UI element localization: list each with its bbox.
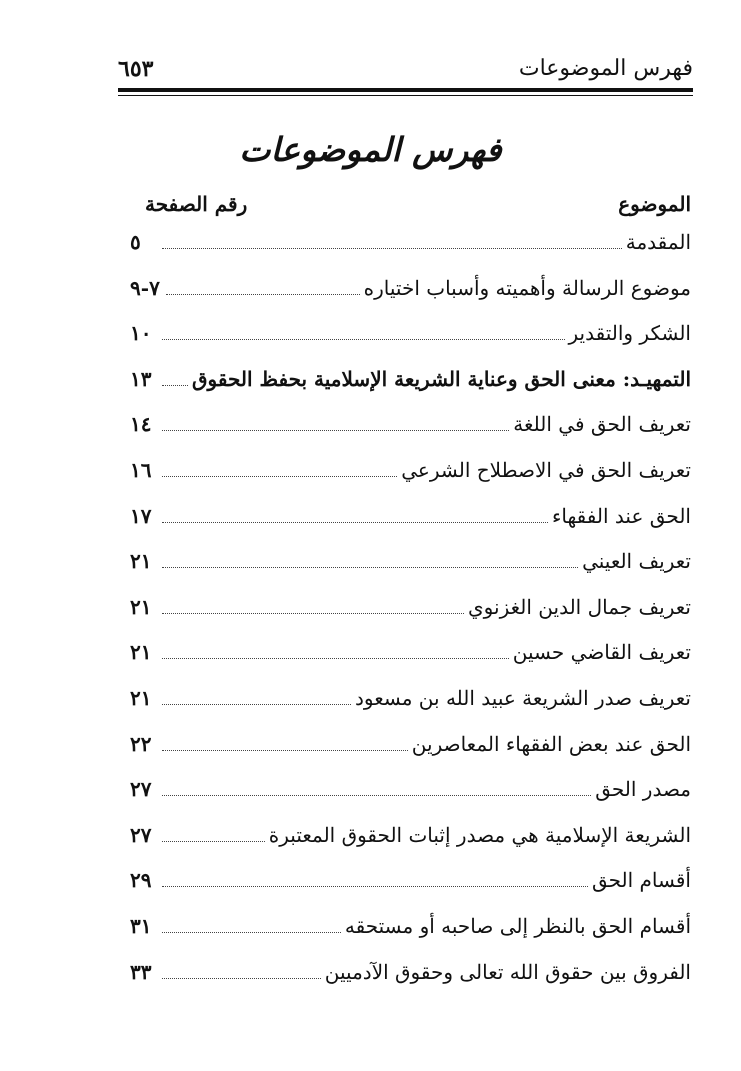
toc-entry-page: ٢١ [130, 594, 152, 619]
toc-entry-page: ٣١ [130, 913, 152, 938]
dot-leader [162, 522, 548, 523]
page-number: ٦٥٣ [118, 56, 154, 82]
subject-column-heading: الموضوع [618, 192, 691, 216]
toc-entry-title: المقدمة [625, 230, 691, 254]
toc-entry [130, 625, 691, 671]
toc-entry [130, 442, 691, 488]
toc-entry-page: ٥ [130, 230, 141, 254]
toc-entry-title: الحق عند الفقهاء [551, 503, 691, 528]
toc-entry [130, 351, 691, 397]
page-column-heading: رقم الصفحة [145, 192, 248, 216]
dot-leader [162, 704, 351, 705]
dot-leader [162, 886, 588, 887]
toc-entry-title: تعريف الحق في اللغة [513, 412, 691, 437]
running-header [118, 52, 693, 86]
toc-entry [130, 762, 691, 808]
header-rule-thin [118, 95, 693, 96]
toc-entry [130, 579, 691, 625]
toc-entry-title: مصدر الحق [595, 777, 691, 802]
toc-entry-title: تعريف الحق في الاصطلاح الشرعي [401, 457, 691, 482]
toc-entry-page: ٢١ [130, 685, 152, 710]
toc-entry-page: ١٣ [130, 366, 152, 391]
dot-leader [166, 294, 360, 295]
toc-entry-title: التمهيـد: معنى الحق وعناية الشريعة الإسلامية بحفظ الحقوق [192, 366, 691, 391]
toc-entry [130, 306, 691, 352]
toc-entry-page: ٢٩ [130, 868, 152, 893]
toc-entry [130, 260, 691, 306]
dot-leader [162, 476, 397, 477]
toc-entry-title: تعريف صدر الشريعة عبيد الله بن مسعود [355, 685, 691, 710]
toc-entry-title: أقسام الحق بالنظر إلى صاحبه أو مستحقه [344, 913, 691, 938]
toc-entry-title: موضوع الرسالة وأهميته وأسباب اختياره [363, 275, 691, 300]
toc-entry-title: الشريعة الإسلامية هي مصدر إثبات الحقوق المعتبرة [268, 822, 691, 847]
toc-entry-title: الفروق بين حقوق الله تعالى وحقوق الآدميين [324, 959, 691, 984]
toc-entry-title: تعريف العيني [582, 549, 691, 574]
toc-entry-title: الشكر والتقدير [568, 321, 691, 346]
dot-leader [162, 613, 464, 614]
toc-entry [130, 397, 691, 443]
dot-leader [162, 841, 265, 842]
running-title: فهرس الموضوعات [518, 56, 693, 81]
toc-entry [130, 853, 691, 899]
dot-leader [162, 385, 188, 386]
dot-leader [162, 339, 565, 340]
dot-leader [162, 795, 591, 796]
dot-leader [162, 248, 622, 249]
toc-entry [130, 488, 691, 534]
toc-entry-page: ٣٣ [130, 959, 152, 984]
toc-entry-page: ٢١ [130, 549, 152, 574]
toc-entry-title: أقسام الحق [591, 868, 691, 893]
dot-leader [162, 567, 578, 568]
table-of-contents [130, 228, 691, 990]
dot-leader [162, 430, 509, 431]
toc-entry [130, 944, 691, 990]
dot-leader [162, 932, 341, 933]
toc-entry-page: ٢١ [130, 640, 152, 665]
toc-entry-page: ٢٢ [130, 731, 152, 756]
toc-entry-page: ٢٧ [130, 822, 152, 847]
page-title: فهرس الموضوعات [239, 130, 502, 169]
toc-entry-page: ٧-٩ [130, 275, 160, 300]
header-rule-thick [118, 88, 693, 92]
toc-entry [130, 898, 691, 944]
dot-leader [162, 750, 408, 751]
toc-entry-page: ١٧ [130, 503, 152, 528]
dot-leader [162, 658, 509, 659]
toc-entry-page: ١٦ [130, 457, 152, 482]
toc-entry-title: تعريف جمال الدين الغزنوي [468, 594, 691, 619]
toc-entry [130, 534, 691, 580]
toc-entry [130, 228, 691, 260]
dot-leader [162, 978, 321, 979]
toc-entry [130, 670, 691, 716]
toc-entry-page: ٢٧ [130, 777, 152, 802]
toc-entry [130, 807, 691, 853]
toc-entry-title: الحق عند بعض الفقهاء المعاصرين [411, 731, 691, 756]
toc-entry-page: ١٤ [130, 412, 152, 437]
toc-entry-title: تعريف القاضي حسين [512, 640, 691, 665]
toc-entry [130, 716, 691, 762]
toc-entry-page: ١٠ [130, 321, 152, 346]
